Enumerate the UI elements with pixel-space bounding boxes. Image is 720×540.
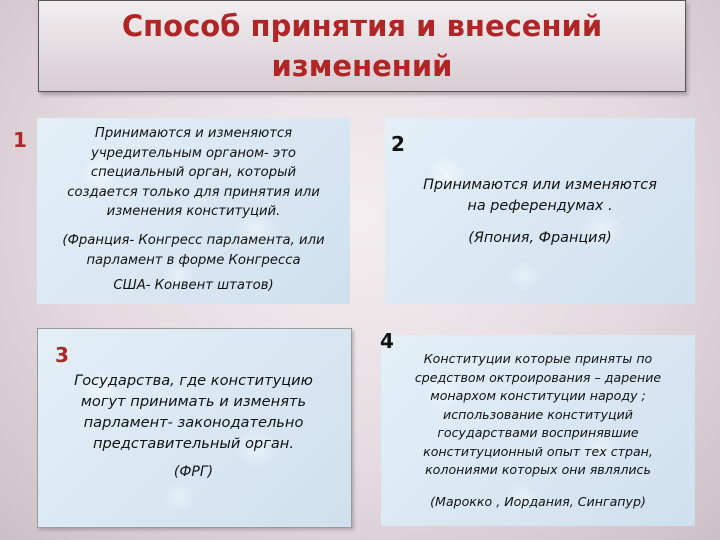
card-3-line: парламент- законодательно (83, 414, 304, 431)
card-1-example (37, 231, 350, 271)
card-4-line: колониями которых они являлись (425, 462, 651, 477)
card-1-line: Принимаются и изменяются (94, 126, 293, 141)
card-1-line: создается только для принятия или (67, 184, 320, 200)
card-3-line: могут принимать и изменять (80, 393, 307, 410)
card-1-text (37, 124, 350, 222)
card-1-line: учредительным органом- это (91, 145, 296, 161)
card-4-line: использование конституций (443, 406, 633, 422)
title-box (38, 0, 686, 92)
card-3-line: Государства, где конституцию (74, 372, 313, 389)
card-1-example-line: (Франция- Конгресс парламента, или (62, 233, 325, 248)
card-3-number: 3 (55, 343, 69, 367)
card-2-text (385, 175, 695, 217)
card-3-line: представительный орган. (92, 435, 294, 452)
card-4-number: 4 (380, 329, 394, 353)
card-4-line: конституционный опыт тех стран, (423, 443, 653, 459)
card-2-line: Принимаются или изменяются (423, 177, 657, 193)
card-4-example: (Марокко , Иордания, Сингапур) (430, 494, 646, 509)
page-title-line-1: Способ принятия и внесений (121, 9, 603, 43)
card-1-number: 1 (13, 128, 27, 152)
card-4-line: Конституции которые приняты по (423, 351, 653, 366)
card-4-line: государствами воспринявшие (437, 425, 639, 440)
card-1-extra: США- Конвент штатов) (113, 278, 274, 293)
card-4-text (382, 350, 694, 480)
card-3-text (37, 370, 350, 454)
card-3-example: (ФРГ) (173, 464, 214, 480)
card-2-number: 2 (391, 132, 405, 156)
card-2-line: на референдумах . (467, 198, 613, 214)
card-4-line: монархом конституции народу ; (430, 388, 646, 403)
card-2-example: (Япония, Франция) (468, 230, 612, 246)
page-title-line-2: изменений (271, 49, 453, 83)
card-1-line: специальный орган, который (90, 165, 297, 180)
card-1-line: изменения конституций. (106, 204, 281, 219)
card-1-example-line: парламент в форме Конгресса (86, 253, 301, 268)
card-4-line: средством октроирования – дарение (414, 369, 662, 385)
